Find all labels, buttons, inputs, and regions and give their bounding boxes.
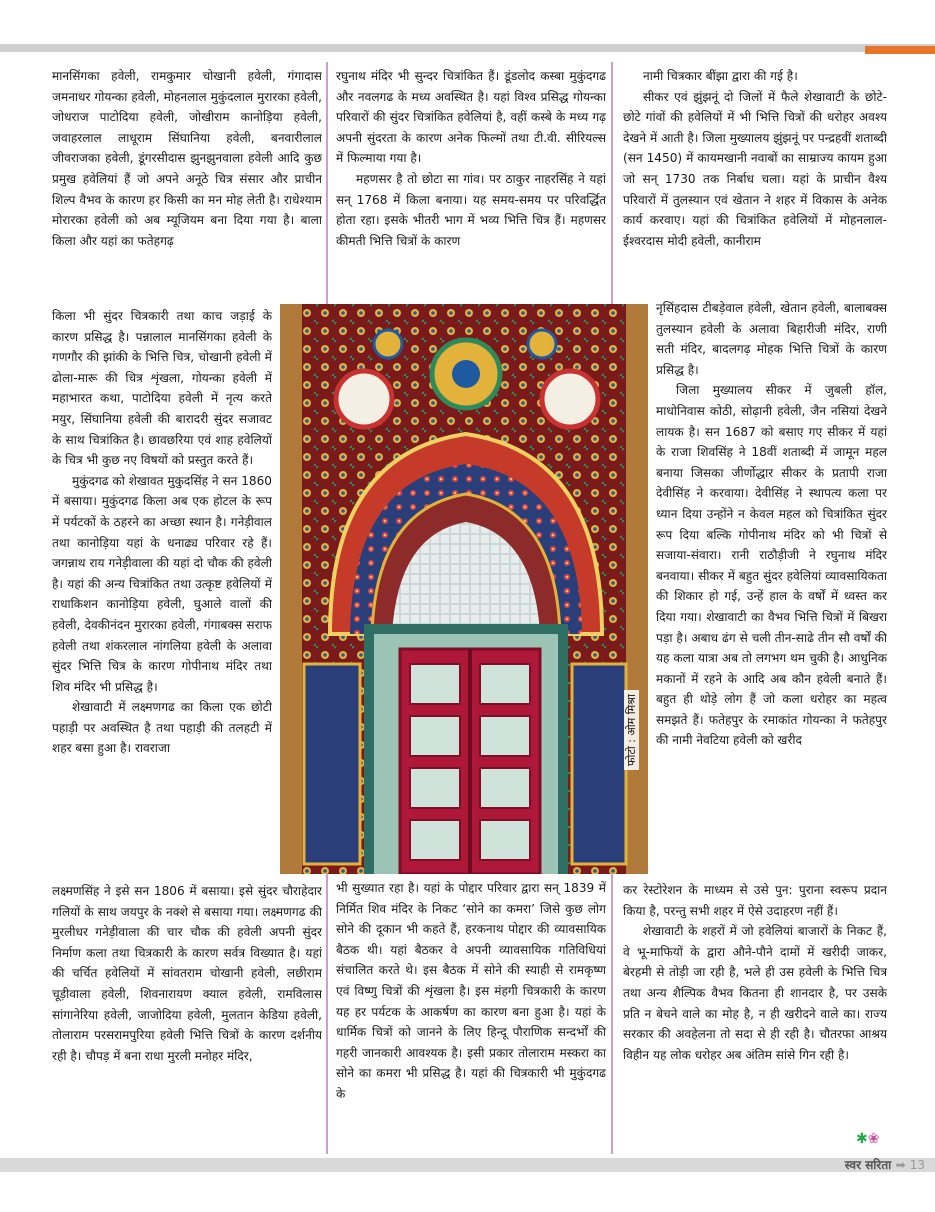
paragraph: सीकर एवं झुंझनूं दो जिलों में फैले शेखावाटी के छोटे-छोटे गांवों की हवेलियों में भी भित्ति चित्रों की धरोहर अवश्य देखने में आती है। जिला मुख्यालय झुंझनूं पर पन्द्रहवीं शताब्दी (सन 1450) में कायमखानी नवाबों का साम्राज्य कायम हुआ जो सन् 1730 तक निर्बाध चला। यहां के प्राचीन वैश्य परिवारों में तुलस्यान एवं खेतान ने शहर में विकास के अनेक कार्य करवाए। यहां की चित्रांकित हवेलियों में मोहनलाल-ईश्वरदास मोदी हवेली, कानीराम bbox=[623, 89, 887, 248]
column-1-top bbox=[52, 66, 322, 313]
paragraph: भी सुख्यात रहा है। यहां के पोद्दार परिवार द्वारा सन् 1839 में निर्मित शिव मंदिर के निकट ‘सोने का कमरा’ जिसे कुछ लोग सोने की दूकान भी कहते हैं, हरकनाथ पोद्दार की व्यावसायिक बैठक थी। यहां बैठकर वे अपनी व्यावसायिक गतिविधियां संचालित करते थे। इस बैठक में सोने की स्याही से रामकृष्ण एवं विष्णु चित्रों की शृंखला है। इस मंहगी चित्रकारी के कारण यह हर पर्यटक के आकर्षण का कारण बना हुआ है। यहां के धार्मिक चित्रों को जानने के लिए हिन्दू पौराणिक सन्दर्भों की गहरी जानकारी आवश्यक है। इसी प्रकार तोलाराम मस्करा का सोने का कमरा भी प्रसिद्ध है। यहां की चित्रकारी भी मुकुंदगढ के bbox=[336, 881, 606, 1101]
column-2-bottom bbox=[336, 878, 606, 1156]
column-3-bottom bbox=[623, 880, 887, 1136]
paragraph: किला भी सुंदर चित्रकारी तथा काच जड़ाई के कारण प्रसिद्ध है। पन्नालाल मानसिंगका हवेली के गणगौर की झांकी के भित्ति चित्र, चोखानी हवेली में ढोला-मारू की चित्र शृंखला, गोयन्का हवेली में महाभारत कथा, पाटोदिया हवेली में नृत्य करते मयुर, सिंघानिया हवेली की बारादरी सुंदर सजावट के साथ चित्रांकित है। छावछरिया एवं शाह हवेलियों के चित्र भी कुछ नए विषयों को प्रस्तुत करते हैं। bbox=[52, 309, 272, 468]
paragraph: महणसर है तो छोटा सा गांव। पर ठाकुर नाहरसिंह ने यहां सन् 1768 में किला बनाया। यह समय-समय पर परिवर्द्धित होता रहा। इसके भीतरी भाग में भव्य भित्ति चित्र हैं। महणसर कीमती भित्ति चित्रों के कारण bbox=[336, 171, 606, 248]
paragraph: लक्ष्मणसिंह ने इसे सन 1806 में बसाया। इसे सुंदर चौराहेदार गलियों के साथ जयपुर के नक्शे से बसाया गया। लक्ष्मणगढ की मुरलीधर गनेड़ीवाला की चार चौक की हवेली अपनी सुंदर निर्माण कला तथा चित्रकारी के कारण सर्वत्र विख्यात है। यहां की चर्चित हवेलियों में सांवतराम चोखानी हवेली, लछीराम चूड़ीवाला हवेली, शिवनारायण क्याल हवेली, रामविलास सांगानेरिया हवेली, जाजोदिया हवेली, मुलतान केडिया हवेली, तोलाराम परसरामपुरिया हवेली भित्ति चित्रों के कारण दर्शनीय रही है। चौपड़ में बना राधा मुरली मनोहर मंदिर, bbox=[52, 884, 322, 1063]
paragraph: कर रेस्टोरेशन के माध्यम से उसे पुन: पुराना स्वरूप प्रदान किया है, परन्तु सभी शहर में ऐसे उदाहरण नहीं हैं। bbox=[623, 883, 887, 918]
column-1-bottom bbox=[52, 881, 322, 1156]
magazine-name: स्वर सरिता bbox=[844, 1158, 892, 1172]
fresco-doorway-photo bbox=[280, 304, 648, 874]
arrow-icon: ➡ bbox=[895, 1158, 906, 1172]
page-number: 13 bbox=[909, 1158, 925, 1172]
paragraph: नामी चित्रकार बींझा द्वारा की गई है। bbox=[643, 69, 798, 83]
paragraph: शेखावाटी के शहरों में जो हवेलियां बाजारों के निकट हैं, वे भू-माफियों के द्वारा औने-पौने दामों में खरीदी जाकर, बेरहमी से तोड़ी जा रही है, भले ही उस हवेली के भित्ति चित्र तथा अन्य शैल्पिक वैभव कितना ही शानदार है, पर उसके प्रति न बेचने वाले का मोह है, न ही खरीदने वाले का। राज्य सरकार की अवहेलना तो सदा से ही रही है। चौतरफा आश्रय विहीन यह लोक धरोहर अब अंतिम सांसे गिन रही है। bbox=[623, 924, 887, 1062]
column-1-middle bbox=[52, 306, 272, 878]
top-accent-rule bbox=[865, 46, 935, 54]
paragraph: मुकुंदगढ को शेखावत मुकुदसिंह ने सन 1860 में बसाया। मुकुंदगढ किला अब एक होटल के रूप में पर्यटकों के ठहरने का अच्छा स्थान है। गनेड़ीवाल तथा कानोड़िया यहां के धनाढ्य परिवार रहे हैं। जगन्नाथ राय गनेड़ीवाला की यहां दो चौक की हवेली है। यहां की अन्य चित्रांकित तथा उत्कृष्ट हवेलियों में राधाकिशन कानोड़िया हवेली, घुआले वालों की हवेली, देवकीनंदन मुरारका हवेली, गंगाबक्स सराफ हवेली तथा शंकरलाल नांगलिया हवेली के अलावा सुंदर भित्ति चित्र के कारण गोपीनाथ मंदिर तथा शिव मंदिर भी प्रसिद्ध है। bbox=[52, 473, 272, 694]
photo-credit: फोटो : ओम मिश्रा bbox=[624, 690, 639, 770]
footer-bar bbox=[0, 1158, 935, 1172]
column-3-middle bbox=[656, 298, 887, 874]
paragraph: शेखावाटी में लक्ष्मणगढ का किला एक छोटी पहाड़ी पर अवस्थित है तथा पहाड़ी की तलहटी में शहर बसा हुआ है। रावराजा bbox=[52, 700, 272, 756]
paragraph: जिला मुख्यालय सीकर में जुबली हॉल, माधोनिवास कोठी, सोढ़ानी हवेली, जैन नसियां देखने लायक है। सन 1687 को बसाए गए सीकर में यहां के राजा शिवसिंह ने 18वीं शताब्दी में जामून महल बनाया जिसका जीर्णोद्धार सीकर के प्रतापी राजा देवीसिंह ने करवाया। देवीसिंह ने स्थापत्य कला पर ध्यान दिया उन्होंने न केवल महल को चित्रांकित सुंदर रूप दिया बल्कि गोपीनाथ मंदिर को भी चित्रों से सजाया-संवारा। रानी राठौड़ीजी ने रघुनाथ मंदिर बनवाया। सीकर में बहुत सुंदर हवेलियां व्यावसायिकता की शिकार हो गई, उन्हें हाल के वर्षों में ध्वस्त कर दिया गया। शेखावाटी का वैभव भित्ति चित्रों में बिखरा पड़ा है। अबाध ढंग से चली तीन-साढे तीन सौ वर्षों की यह कला यात्रा अब तो लगभग थम चुकी है। आधुनिक मकानों में रहने के आदि अब कौन हवेली बनाते हैं। बहुत ही थोड़े लोग हैं जो कला धरोहर का महत्व समझते हैं। फतेहपुर के रमाकांत गोयन्का ने फतेहपुर की नामी नेवटिया हवेली को खरीद bbox=[656, 383, 887, 748]
flower-ornament-icon: ✱❀ bbox=[856, 1131, 880, 1147]
page-footer bbox=[845, 1156, 925, 1173]
paragraph: रघुनाथ मंदिर भी सुन्दर चित्रांकित हैं। डूंडलोद कस्बा मुकुंदगढ और नवलगढ के मध्य अवस्थित है। यहां विश्व प्रसिद्ध गोयन्का परिवारों की सुंदर चित्रांकित हवेलियां है, वहीं कस्बे के मध्य गढ़ अपनी सुंदरता के कारण अनेक फिल्मों तथा टी.वी. सीरियल्स में फिल्माया गया है। bbox=[336, 69, 606, 166]
top-rule bbox=[0, 44, 935, 52]
column-3-top bbox=[623, 66, 887, 302]
column-2-top bbox=[336, 66, 606, 302]
paragraph: नृसिंहदास टीबड़ेवाल हवेली, खेतान हवेली, बालाबक्स तुलस्यान हवेली के अलावा बिहारीजी मंदिर, राणी सती मंदिर, बादलगढ़ मोहक भित्ति चित्रों के कारण प्रसिद्ध है। bbox=[656, 301, 887, 377]
paragraph: मानसिंगका हवेली, रामकुमार चोखानी हवेली, गंगादास जमनाधर गोयन्का हवेली, मोहनलाल मुकुंदलाल मुरारका हवेली, जोधराज पाटोदिया हवेली, जोखीराम कानोड़िया हवेली, जवाहरलाल लाधूराम सिंघानिया हवेली, बनवारीलाल जीवराजका हवेली, डूंगरसीदास झुनझुनवाला हवेली आदि कुछ प्रमुख हवेलियां हैं जो अपने अनूठे चित्र संसार और प्राचीन शिल्प वैभव के कारण हर किसी का मन मोह लेती है। राधेश्याम मोरारका हवेली को अब म्यूजियम बना दिया गया है। बाला किला और यहां का फतेहगढ़ bbox=[52, 69, 322, 248]
